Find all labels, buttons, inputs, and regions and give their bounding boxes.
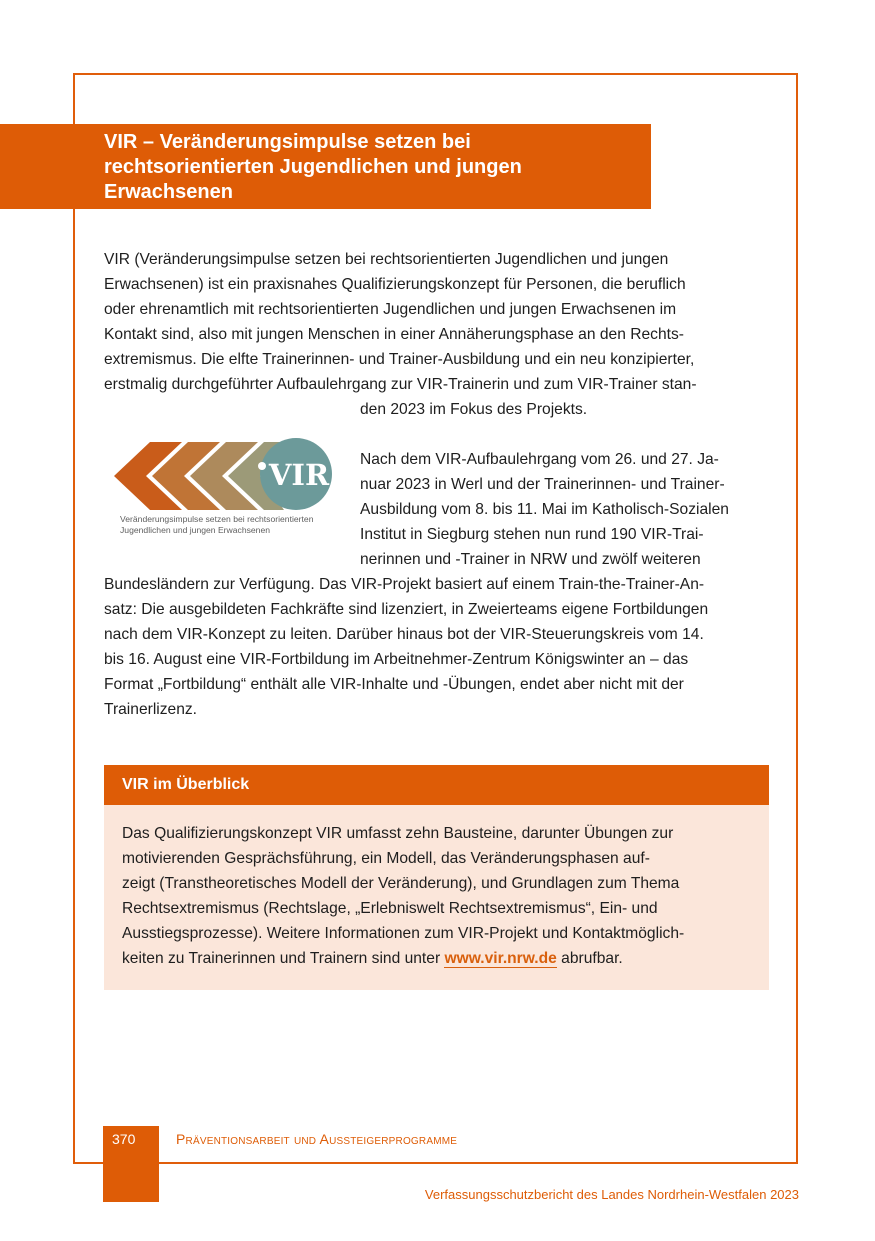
text-line: Bundesländern zur Verfügung. Das VIR-Projekt basiert auf einem Train-the-Trainer-An- bbox=[104, 576, 705, 593]
info-box-text bbox=[122, 821, 762, 971]
intro-paragraph bbox=[104, 247, 772, 422]
continuation-paragraph bbox=[104, 572, 772, 722]
logo-subtitle bbox=[120, 514, 345, 536]
text-line bbox=[122, 946, 762, 971]
logo-subtitle-line: Jugendlichen und jungen Erwachsenen bbox=[120, 525, 271, 535]
text-line: nach dem VIR-Konzept zu leiten. Darüber hinaus bot der VIR-Steuerungskreis vom 14. bbox=[104, 626, 704, 643]
text-line: Ausstiegsprozesse). Weitere Informationen zum VIR-Projekt und Kontaktmöglich- bbox=[122, 925, 685, 942]
text-line: Erwachsenen) ist ein praxisnahes Qualifizierungskonzept für Personen, die beruflich bbox=[104, 276, 686, 293]
info-box-heading: VIR im Überblick bbox=[104, 765, 769, 805]
side-paragraph bbox=[360, 447, 770, 572]
text-line: Institut in Siegburg stehen nun rund 190 VIR-Trai- bbox=[360, 526, 704, 543]
title-line: VIR – Veränderungsimpulse setzen bei bbox=[104, 131, 471, 153]
text-line: Format „Fortbildung“ enthält alle VIR-Inhalte und -Übungen, endet aber nicht mit der bbox=[104, 676, 684, 693]
text-line: extremismus. Die elfte Trainerinnen- und Trainer-Ausbildung und ein neu konzipierter, bbox=[104, 351, 695, 368]
text-segment: abrufbar. bbox=[556, 950, 623, 967]
text-line: Trainerlizenz. bbox=[104, 701, 198, 718]
text-line: motivierenden Gesprächsführung, ein Modell, das Veränderungsphasen auf- bbox=[122, 850, 650, 867]
text-line: Rechtsextremismus (Rechtslage, „Erlebniswelt Rechtsextremismus“, Ein- und bbox=[122, 900, 658, 917]
text-line: den 2023 im Fokus des Projekts. bbox=[360, 401, 588, 418]
text-line: zeigt (Transtheoretisches Modell der Veränderung), und Grundlagen zum Thema bbox=[122, 875, 680, 892]
text-line: VIR (Veränderungsimpulse setzen bei rechtsorientierten Jugendlichen und jungen bbox=[104, 251, 669, 268]
text-line: nuar 2023 in Werl und der Trainerinnen- und Trainer- bbox=[360, 476, 725, 493]
page-title bbox=[104, 130, 644, 205]
logo-subtitle-line: Veränderungsimpulse setzen bei rechtsorientierten bbox=[120, 514, 314, 524]
text-line: Ausbildung vom 8. bis 11. Mai im Katholisch-Sozialen bbox=[360, 501, 729, 518]
text-line: bis 16. August eine VIR-Fortbildung im Arbeitnehmer-Zentrum Königswinter an – das bbox=[104, 651, 689, 668]
text-segment: keiten zu Trainerinnen und Trainern sind unter bbox=[122, 950, 445, 967]
text-line: Das Qualifizierungskonzept VIR umfasst zehn Bausteine, darunter Übungen zur bbox=[122, 825, 674, 842]
text-line: Kontakt sind, also mit jungen Menschen in einer Annäherungsphase an den Rechts- bbox=[104, 326, 684, 343]
text-line: nerinnen und -Trainer in NRW und zwölf weiteren bbox=[360, 551, 701, 568]
text-line: oder ehrenamtlich mit rechtsorientierten Jugendlichen und jungen Erwachsenen im bbox=[104, 301, 677, 318]
section-title: Präventionsarbeit und Aussteigerprogramme bbox=[176, 1131, 458, 1147]
title-line: Erwachsenen bbox=[104, 181, 233, 203]
text-line: satz: Die ausgebildeten Fachkräfte sind lizenziert, in Zweierteams eigene Fortbildungen bbox=[104, 601, 709, 618]
text-line: erstmalig durchgeführter Aufbaulehrgang zur VIR-Trainerin und zum VIR-Trainer stan- bbox=[104, 376, 697, 393]
title-line: rechtsorientierten Jugendlichen und jungen bbox=[104, 156, 522, 178]
logo-mark: VIR bbox=[268, 458, 330, 492]
vir-website-link[interactable]: www.vir.nrw.de bbox=[444, 950, 557, 967]
page-number: 370 bbox=[112, 1131, 136, 1147]
report-title: Verfassungsschutzbericht des Landes Nordrhein-Westfalen 2023 bbox=[424, 1187, 799, 1202]
text-line: Nach dem VIR-Aufbaulehrgang vom 26. und 27. Ja- bbox=[360, 451, 719, 468]
